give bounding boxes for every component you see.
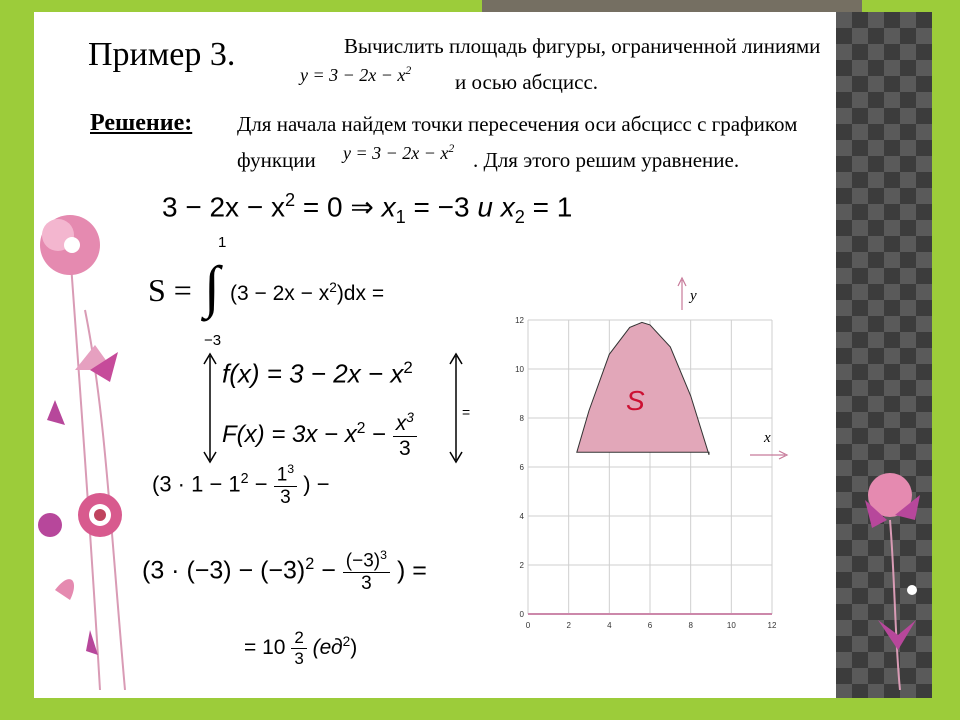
x-tick-label: 10 — [726, 621, 736, 630]
flower-decoration-right — [860, 460, 930, 690]
task-text-line2: и осью абсцисс. — [455, 70, 599, 94]
y-tick-label: 0 — [519, 610, 524, 619]
integral-upper-limit: 1 — [218, 234, 227, 251]
x-tick-label: 2 — [566, 621, 571, 630]
double-arrow-left — [200, 352, 220, 464]
task-text-line1: Вычислить площадь фигуры, ограниченной линиями — [344, 34, 821, 58]
x-tick-labels — [526, 621, 777, 630]
solution-text-line2-a: функции — [237, 148, 316, 172]
calculation-upper-limit: ($3 \cdot 1 - 1^2$ − $\frac{1^3}{3}$ ) − — [152, 462, 330, 509]
y-axis-label: y — [690, 288, 697, 304]
equals-sign: = — [462, 404, 471, 420]
task-formula: $y = 3 - 2x - x^2$ — [300, 64, 412, 85]
y-tick-label: 6 — [519, 463, 524, 472]
root-equation: $3 - 2x - x^2 = 0$ ⇒ $x_1 = -3$ и $x_2 = 1$ — [162, 190, 573, 227]
page-title: Пример 3. — [88, 36, 236, 73]
solution-label: Решение: — [90, 110, 193, 136]
x-tick-label: 12 — [767, 621, 777, 630]
area-graph — [500, 270, 800, 650]
antiderivative-F: $F(x) = 3x - x^2$ − $\frac{x^3}{3}$ — [222, 410, 417, 461]
integral-lower-limit: −3 — [204, 332, 222, 349]
area-label: S — [626, 385, 645, 416]
y-tick-label: 8 — [519, 414, 524, 423]
y-tick-label: 10 — [515, 365, 524, 374]
calculation-lower-limit: ($3 \cdot (-3) - (-3)^2$ − $\frac{(-3)^3}{3}$ ) = — [142, 548, 427, 595]
y-tick-labels — [515, 316, 524, 619]
flower-decoration-left — [30, 190, 140, 690]
y-tick-label: 4 — [519, 512, 524, 521]
integral-sign: ∫ — [204, 254, 220, 319]
final-result: = 10 $\frac{2}{3}$ $(ед^2)$ — [244, 628, 358, 668]
x-axis-label: x — [764, 430, 771, 446]
function-f: $f(x) = 3 - 2x - x^2$ — [222, 358, 413, 389]
x-tick-label: 4 — [607, 621, 612, 630]
solution-text-line1: Для начала найдем точки пересечения оси абсцисс с графиком — [237, 112, 798, 136]
solution-formula: $y = 3 - 2x - x^2$ — [343, 142, 455, 163]
y-tick-label: 12 — [515, 316, 524, 325]
solution-text-line2-b: . Для этого решим уравнение. — [473, 148, 740, 172]
x-tick-label: 8 — [688, 621, 693, 630]
y-tick-label: 2 — [519, 561, 524, 570]
x-tick-label: 6 — [647, 621, 653, 630]
x-tick-label: 0 — [525, 621, 531, 630]
integrand: $(3 - 2x - x^2)dx$ = — [230, 280, 385, 305]
area-symbol: S = — [148, 272, 192, 308]
